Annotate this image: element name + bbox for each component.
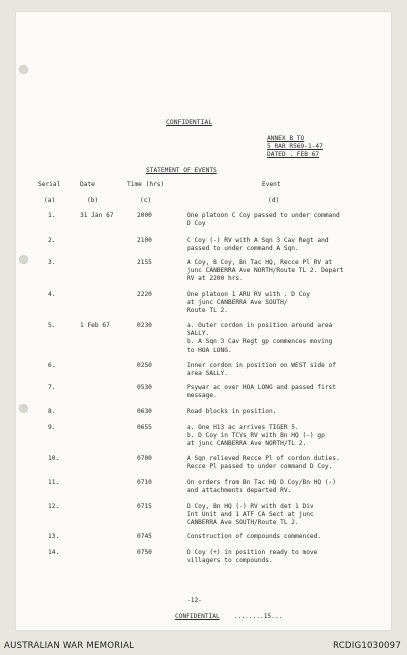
row-serial: 10.	[48, 455, 60, 462]
column-code-event: (d)	[268, 197, 280, 204]
row-event-line: Route TL 2.	[187, 307, 228, 315]
row-time: 2220	[137, 291, 152, 298]
row-serial: 2.	[48, 237, 56, 244]
column-header-event: Event	[262, 181, 281, 188]
row-event-line: CANBERRA Ave SOUTH/Route TL 2.	[187, 519, 299, 527]
classification-top: CONFIDENTIAL	[166, 118, 213, 126]
row-time: 0250	[137, 362, 152, 369]
row-event-line: b. A Sqn 3 Cav Regt gp commences moving	[187, 338, 333, 346]
row-serial: 4.	[48, 291, 56, 298]
row-time: 0750	[137, 549, 152, 556]
row-event-line: RV at 2200 hrs.	[187, 275, 243, 283]
annex-line-1: ANNEX B TO	[267, 135, 305, 142]
row-time: 0655	[137, 424, 152, 431]
punch-hole	[19, 65, 28, 74]
row-event-line: SALLY.	[187, 330, 210, 338]
row-event-line: On orders from Bn Tac HQ D Coy/Bn HQ (-)	[187, 479, 337, 486]
row-event-line: junc CANBERRA Ave NORTH/Route TL 2. Depart	[187, 267, 344, 275]
row-time: 2100	[137, 237, 152, 244]
row-event-line: A Coy, B Coy, Bn Tac HQ, Recce Pl RV at	[187, 259, 333, 266]
row-serial: 14.	[48, 549, 60, 556]
row-time: 0745	[137, 533, 152, 540]
row-event-line: Inner cordon in position on WEST side of	[187, 362, 337, 369]
row-serial: 11.	[48, 479, 60, 486]
row-time: 0630	[137, 408, 152, 415]
row-event-line: Road blocks in position.	[187, 408, 277, 415]
row-event-line: b. D Coy in TCVs RV with Bn HQ (-) gp	[187, 432, 325, 440]
row-serial: 6.	[48, 362, 56, 369]
row-event-line: D Coy	[187, 220, 206, 228]
column-header-date: Date	[80, 181, 95, 188]
column-code-serial: (a)	[44, 197, 56, 204]
archive-name: AUSTRALIAN WAR MEMORIAL	[4, 641, 135, 651]
column-header-time: Time (hrs)	[127, 181, 165, 188]
row-event-line: D Coy, Bn HQ (-) RV with det 1 Div	[187, 503, 314, 510]
row-event-line: A Sqn relieved Recce Pl of cordon duties.	[187, 455, 340, 462]
archive-footer	[0, 637, 407, 654]
row-event-line: villagers to compounds.	[187, 557, 273, 565]
row-time: 2000	[137, 212, 152, 219]
page-number: -12-	[187, 597, 202, 604]
row-time: 0715	[137, 503, 152, 510]
row-date: 1 Feb 67	[80, 322, 110, 329]
row-event-line: to HOA LONG.	[187, 346, 232, 354]
row-event-line: C Coy (-) RV with A Sqn 3 Cav Regt and	[187, 237, 329, 244]
row-event-line: Recce Pl passed to under command D Coy.	[187, 463, 333, 471]
row-serial: 5.	[48, 322, 56, 329]
row-serial: 12.	[48, 503, 60, 510]
row-event-line: One platoon 1 ARU RV with . D Coy	[187, 291, 310, 298]
column-code-time: (c)	[140, 197, 152, 204]
row-event-line: area SALLY.	[187, 370, 228, 378]
row-serial: 7.	[48, 384, 56, 391]
row-date: 31 Jan 67	[80, 212, 114, 219]
row-serial: 3.	[48, 259, 56, 266]
row-event-line: Int Unit and 1 ATF CA Sect at junc	[187, 511, 314, 519]
row-serial: 13.	[48, 533, 60, 540]
row-time: 0530	[137, 384, 152, 391]
row-event-line: and attachments departed RV.	[187, 487, 292, 495]
archive-reference: RCDIG1030097	[332, 641, 401, 651]
row-event-line: One platoon C Coy passed to under command	[187, 212, 340, 219]
continuation-marker: ........15...	[234, 613, 283, 620]
annex-line-3: DATED . FEB 67	[267, 151, 320, 158]
row-time: 0710	[137, 479, 152, 486]
row-event-line: Psywar ac over HOA LONG and passed first	[187, 384, 337, 391]
row-time: 0230	[137, 322, 152, 329]
row-serial: 1.	[48, 212, 56, 219]
row-event-line: at junc CANBERRA Ave SOUTH/	[187, 299, 288, 307]
row-event-line: a. One H13 ac arrives TIGER 5.	[187, 424, 299, 431]
row-event-line: passed to under command A Sqn.	[187, 245, 299, 253]
classification-bottom: CONFIDENTIAL	[175, 613, 220, 620]
row-event-line: at junc CANBERRA Ave NORTH/TL 2.	[187, 440, 307, 448]
column-header-serial: Serial	[38, 181, 61, 188]
column-code-date: (b)	[87, 197, 99, 204]
annex-line-2: 5 RAR R569-1-47	[267, 143, 323, 150]
row-serial: 9.	[48, 424, 56, 431]
row-time: 0700	[137, 455, 152, 462]
punch-hole	[19, 255, 28, 264]
row-serial: 8.	[48, 408, 56, 415]
row-event-line: D Coy (+) in position ready to move	[187, 549, 318, 556]
row-event-line: message.	[187, 392, 217, 400]
document-title: STATEMENT OF EVENTS	[146, 167, 217, 174]
row-time: 2155	[137, 259, 152, 266]
row-event-line: a. Outer cordon in position around area	[187, 322, 333, 329]
row-event-line: Construction of compounds commenced.	[187, 533, 322, 540]
punch-hole	[19, 404, 28, 413]
